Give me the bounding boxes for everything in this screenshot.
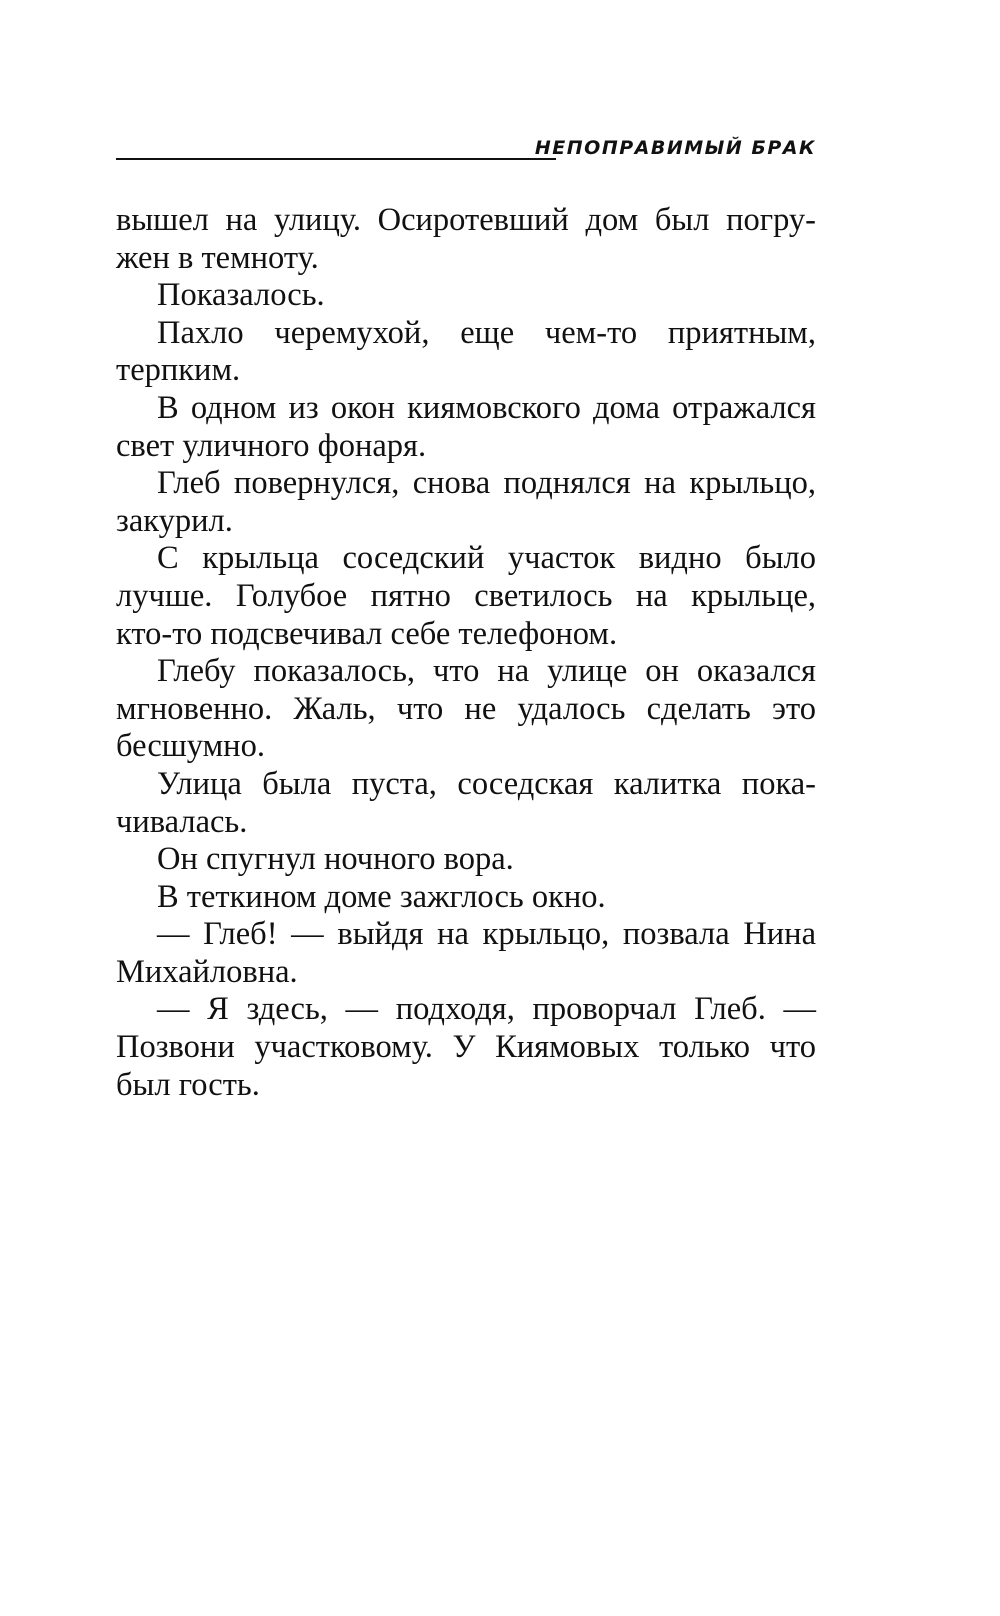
body-text [116,202,816,1104]
text-line: Показалось. [157,277,325,314]
text-line: закурил. [116,502,233,539]
text-line: — Я здесь, — подходя, проворчал Глеб. — [157,991,816,1028]
header-rule [116,158,556,160]
text-line: — Глеб! — выйдя на крыльцо, позвала Нина [157,916,816,953]
running-head [116,136,816,166]
text-line: В одном из окон киямовского дома отражался [157,389,816,426]
text-line: Пахло черемухой, еще чем-то приятным, [157,314,816,351]
text-line: бесшумно. [116,728,265,765]
text-line: жен в темноту. [116,239,319,276]
text-line: терпким. [116,352,241,389]
text-line: С крыльца соседский участок видно было [157,540,816,577]
text-line: мгновенно. Жаль, что не удалось сделать это [116,690,816,727]
text-line: Улица была пуста, соседская калитка пока- [157,765,816,802]
text-line: вышел на улицу. Осиротевший дом был погру- [116,202,816,238]
text-line: лучше. Голубое пятно светилось на крыльце, [116,577,816,614]
text-line: В теткином доме зажглось окно. [157,878,606,915]
text-line: свет уличного фонаря. [116,427,427,464]
text-line: Он спугнул ночного вора. [157,841,514,878]
text-line: Глеб повернулся, снова поднялся на крыльцо, [157,465,816,502]
text-line: Позвони участковому. У Киямовых только что [116,1029,816,1066]
running-head-title: НЕПОПРАВИМЫЙ БРАК [534,137,816,159]
text-line: был гость. [116,1066,260,1103]
text-line: Михайловна. [116,953,298,990]
text-line: кто-то подсвечивал себе телефоном. [116,615,618,652]
text-line: Глебу показалось, что на улице он оказался [157,653,816,690]
text-line: чивалась. [116,803,248,840]
